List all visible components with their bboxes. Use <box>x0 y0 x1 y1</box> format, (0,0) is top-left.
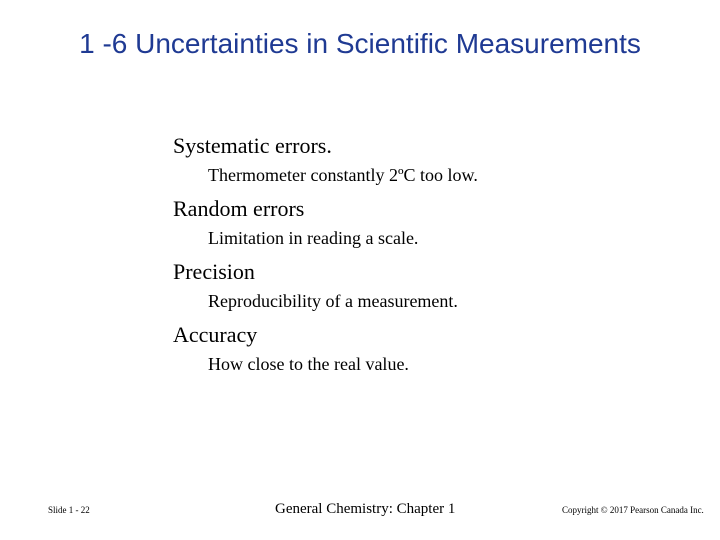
list-item <box>173 133 693 186</box>
term-accuracy: Accuracy <box>173 322 258 347</box>
description-random-errors: Limitation in reading a scale. <box>208 228 419 248</box>
description-systematic-errors: Thermometer constantly 2ºC too low. <box>208 165 478 185</box>
footer-copyright: Copyright © 2017 Pearson Canada Inc. <box>562 505 704 515</box>
term-random-errors: Random errors <box>173 196 305 221</box>
description-accuracy: How close to the real value. <box>208 354 409 374</box>
footer-course: General Chemistry: Chapter 1 <box>275 501 456 517</box>
bullet-list <box>173 133 693 385</box>
list-item <box>173 322 693 375</box>
slide-number: Slide 1 - 22 <box>48 505 90 515</box>
term-systematic-errors: Systematic errors. <box>173 133 332 158</box>
term-precision: Precision <box>173 259 255 284</box>
list-item <box>173 196 693 249</box>
list-item <box>173 259 693 312</box>
slide-title: 1 -6 Uncertainties in Scientific Measurements <box>79 28 641 59</box>
description-precision: Reproducibility of a measurement. <box>208 291 458 311</box>
